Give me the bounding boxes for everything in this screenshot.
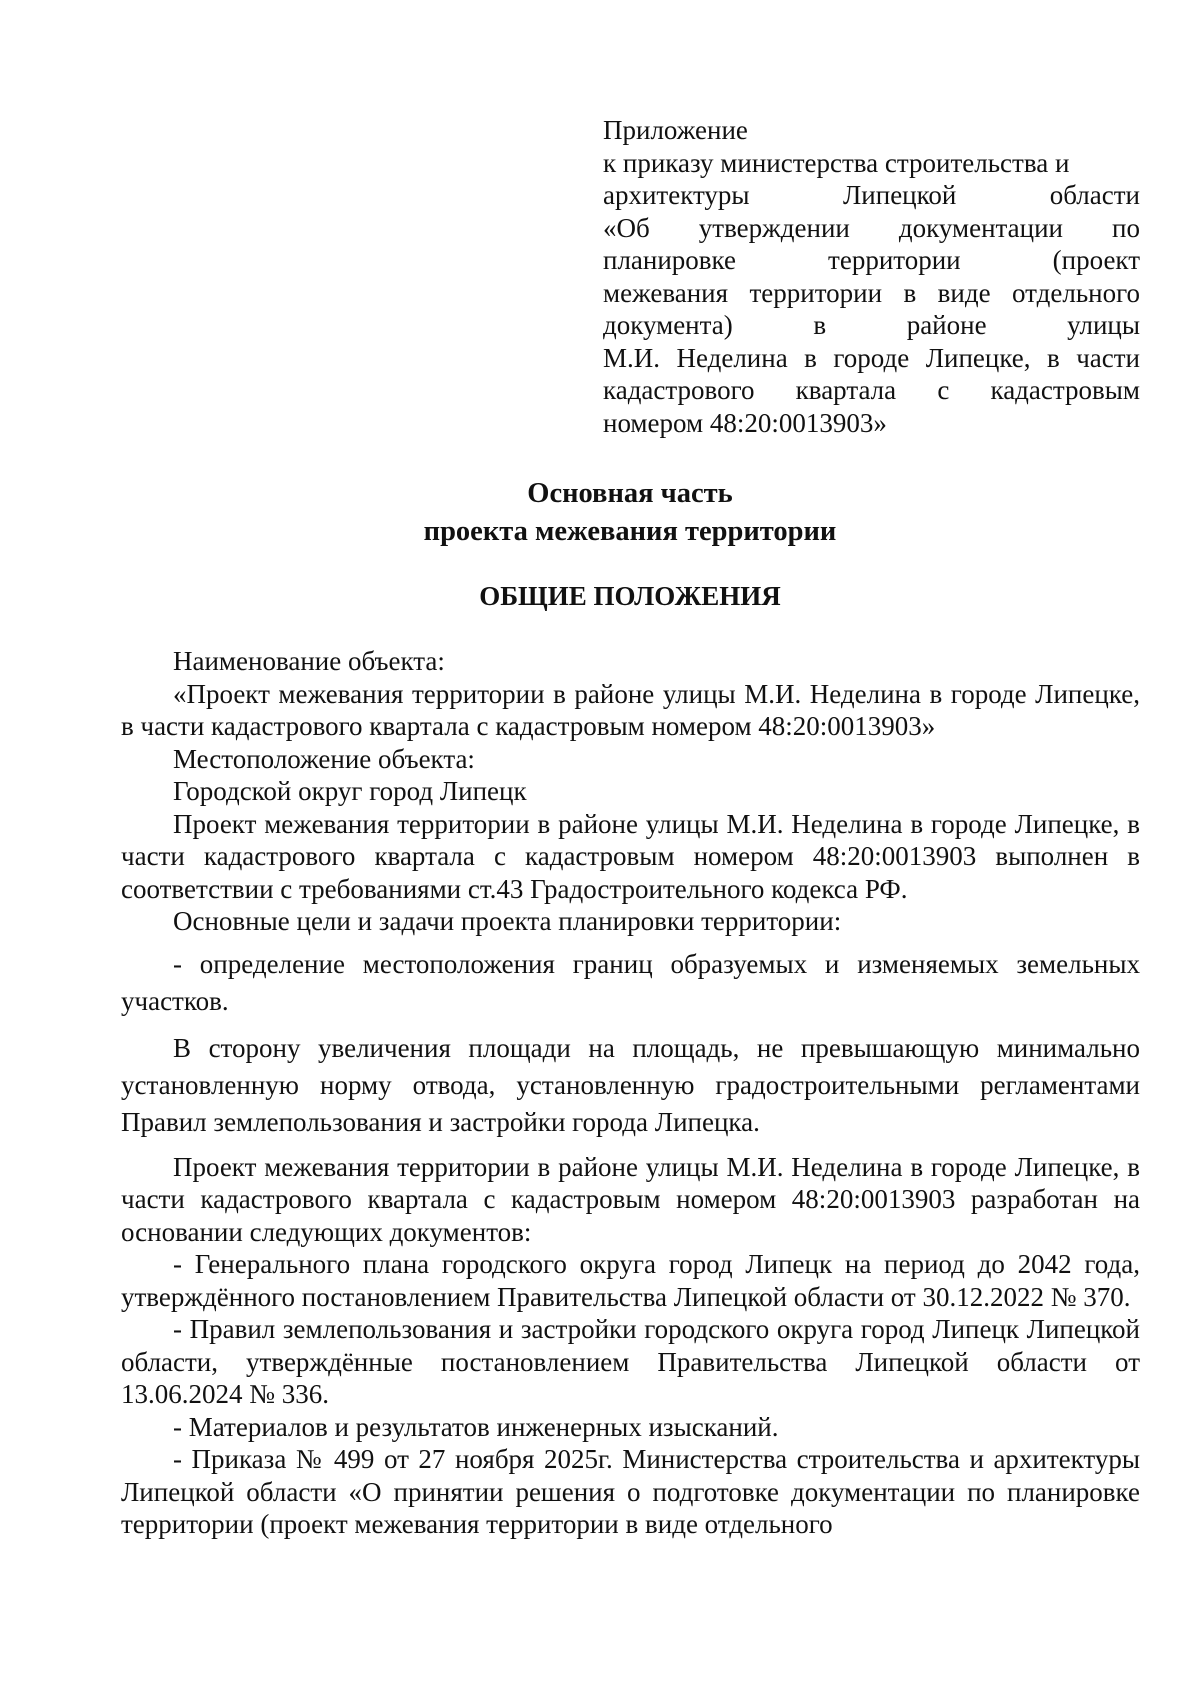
- paragraph: Наименование объекта:: [173, 646, 445, 676]
- appendix-line: планировке территории (проект: [603, 245, 1140, 275]
- appendix-line: межевания территории в виде отдельного: [603, 277, 1140, 308]
- document-body: [121, 645, 1140, 1541]
- appendix-line: номером 48:20:0013903»: [603, 407, 887, 438]
- document-title-line2: проекта межевания территории: [423, 516, 837, 547]
- paragraph: - определение местоположения границ образуемых и изменяемых земельных участков.: [121, 948, 1140, 1016]
- paragraph: Городской округ город Липецк: [173, 776, 527, 806]
- appendix-line: «Об утверждении документации по: [603, 212, 1140, 243]
- section-heading: ОБЩИЕ ПОЛОЖЕНИЯ: [479, 581, 781, 611]
- paragraph: «Проект межевания территории в районе улицы М.И. Неделина в городе Липецке, в части кадастрового квартала с кадастровым номером 48:20:0013903»: [121, 678, 1140, 741]
- paragraph: Проект межевания территории в районе улицы М.И. Неделина в городе Липецке, в части кадастрового квартала с кадастровым номером 48:20:0013903 разработан на основании следующих документов:: [121, 1151, 1140, 1247]
- paragraph: Местоположение объекта:: [173, 743, 475, 774]
- paragraph: Основные цели и задачи проекта планировки территории:: [173, 906, 842, 936]
- paragraph: - Генерального плана городского округа город Липецк на период до 2042 года, утверждённого постановлением Правительства Липецкой области от 30.12.2022 № 370.: [121, 1249, 1140, 1312]
- appendix-line: к приказу министерства строительства и: [603, 147, 1070, 178]
- appendix-line: документа) в районе улицы: [603, 310, 1140, 340]
- appendix-line: архитектуры Липецкой области: [603, 180, 1140, 210]
- appendix-line: кадастрового квартала с кадастровым: [603, 375, 1140, 405]
- document-title-line1: Основная часть: [527, 478, 733, 509]
- paragraph: В сторону увеличения площади на площадь, не превышающую минимально установленную норму отвода, установленную градостроительными регламентами Правил землепользования и застройки города Липецка.: [121, 1032, 1140, 1137]
- appendix-line: М.И. Неделина в городе Липецке, в части: [603, 342, 1140, 373]
- paragraph: - Правил землепользования и застройки городского округа город Липецк Липецкой области, утверждённые постановлением Правительства Липецкой области от 13.06.2024 № 336.: [121, 1314, 1140, 1409]
- paragraph: - Материалов и результатов инженерных изысканий.: [173, 1411, 779, 1442]
- appendix-block: [603, 114, 1140, 439]
- appendix-line: Приложение: [603, 115, 748, 145]
- paragraph: Проект межевания территории в районе улицы М.И. Неделина в городе Липецке, в части кадастрового квартала с кадастровым номером 48:20:0013903 выполнен в соответствии с требованиями ст.43 Градостроительного кодекса РФ.: [121, 808, 1140, 904]
- paragraph: - Приказа № 499 от 27 ноября 2025г. Министерства строительства и архитектуры Липецкой области «О принятии решения о подготовке документации по планировке территории (проект межевания территории в виде отдельного: [121, 1444, 1140, 1539]
